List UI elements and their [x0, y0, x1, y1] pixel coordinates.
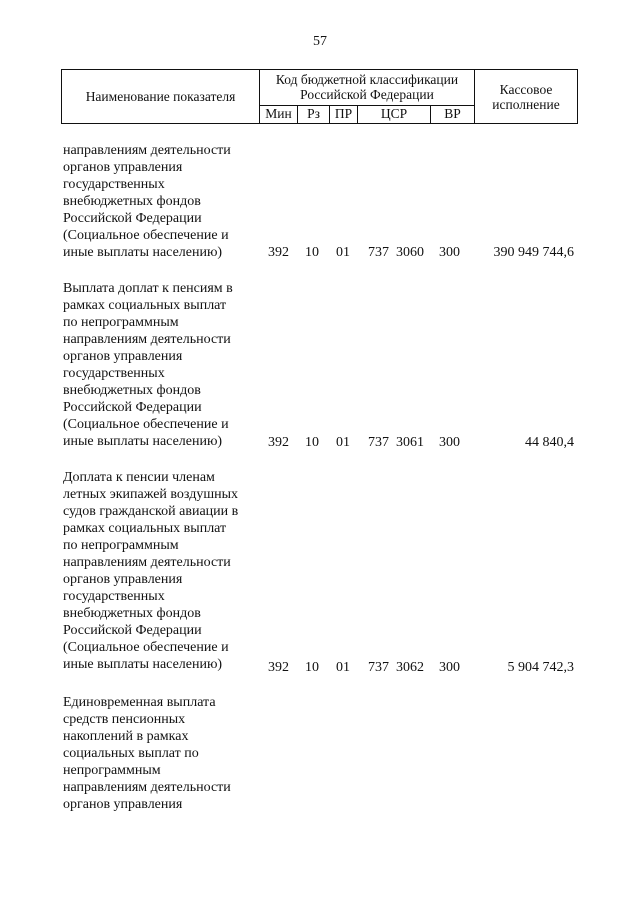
code-vr: 300	[439, 660, 460, 675]
row-name: Выплата доплат к пенсиям в рамках социальных выплат по непрограммным направлениям деятельности органов управления государственных внебюджетных фондов Российской Федерации (Социальное обеспечение и иные выплаты населению)	[63, 281, 233, 449]
code-rz: 10	[305, 435, 319, 450]
cash-value: 5 904 742,3	[507, 660, 574, 675]
row-name: Доплата к пенсии членам летных экипажей воздушных судов гражданской авиации в рамках социальных выплат по непрограммным направлениям деятельности органов управления государственных внебюджетных фондов Российской Федерации (Социальное обеспечение и иные выплаты населению)	[63, 470, 239, 672]
row-name: направлениям деятельности органов управления государственных внебюджетных фондов Российской Федерации (Социальное обеспечение и иные выплаты населению)	[63, 143, 231, 260]
code-csr-suffix: 3062	[396, 660, 424, 675]
code-min: 392	[268, 435, 289, 450]
code-pr: 01	[336, 660, 350, 675]
page-number: 57	[313, 34, 327, 49]
code-min: 392	[268, 660, 289, 675]
code-vr: 300	[439, 435, 460, 450]
header-name: Наименование показателя	[62, 70, 260, 123]
code-csr-suffix: 3061	[396, 435, 424, 450]
cash-value: 390 949 744,6	[493, 245, 574, 260]
code-rz: 10	[305, 245, 319, 260]
code-csr-prefix: 737	[368, 245, 389, 260]
table-header	[61, 69, 578, 124]
cash-value: 44 840,4	[525, 435, 574, 450]
code-min: 392	[268, 245, 289, 260]
header-cash: Кассовое исполнение	[492, 81, 560, 112]
code-pr: 01	[336, 435, 350, 450]
header-vr: ВР	[431, 106, 475, 123]
header-rz: Рз	[298, 106, 330, 123]
code-vr: 300	[439, 245, 460, 260]
header-code-group: Код бюджетной классификации Российской Федерации	[260, 70, 475, 106]
header-csr: ЦСР	[358, 106, 431, 123]
code-rz: 10	[305, 660, 319, 675]
header-min: Мин	[260, 106, 298, 123]
header-pr: ПР	[330, 106, 358, 123]
code-csr-prefix: 737	[368, 435, 389, 450]
code-csr-prefix: 737	[368, 660, 389, 675]
code-pr: 01	[336, 245, 350, 260]
code-csr-suffix: 3060	[396, 245, 424, 260]
row-name: Единовременная выплата средств пенсионных накоплений в рамках социальных выплат по непрограммным направлениям деятельности органов управления	[63, 695, 231, 812]
